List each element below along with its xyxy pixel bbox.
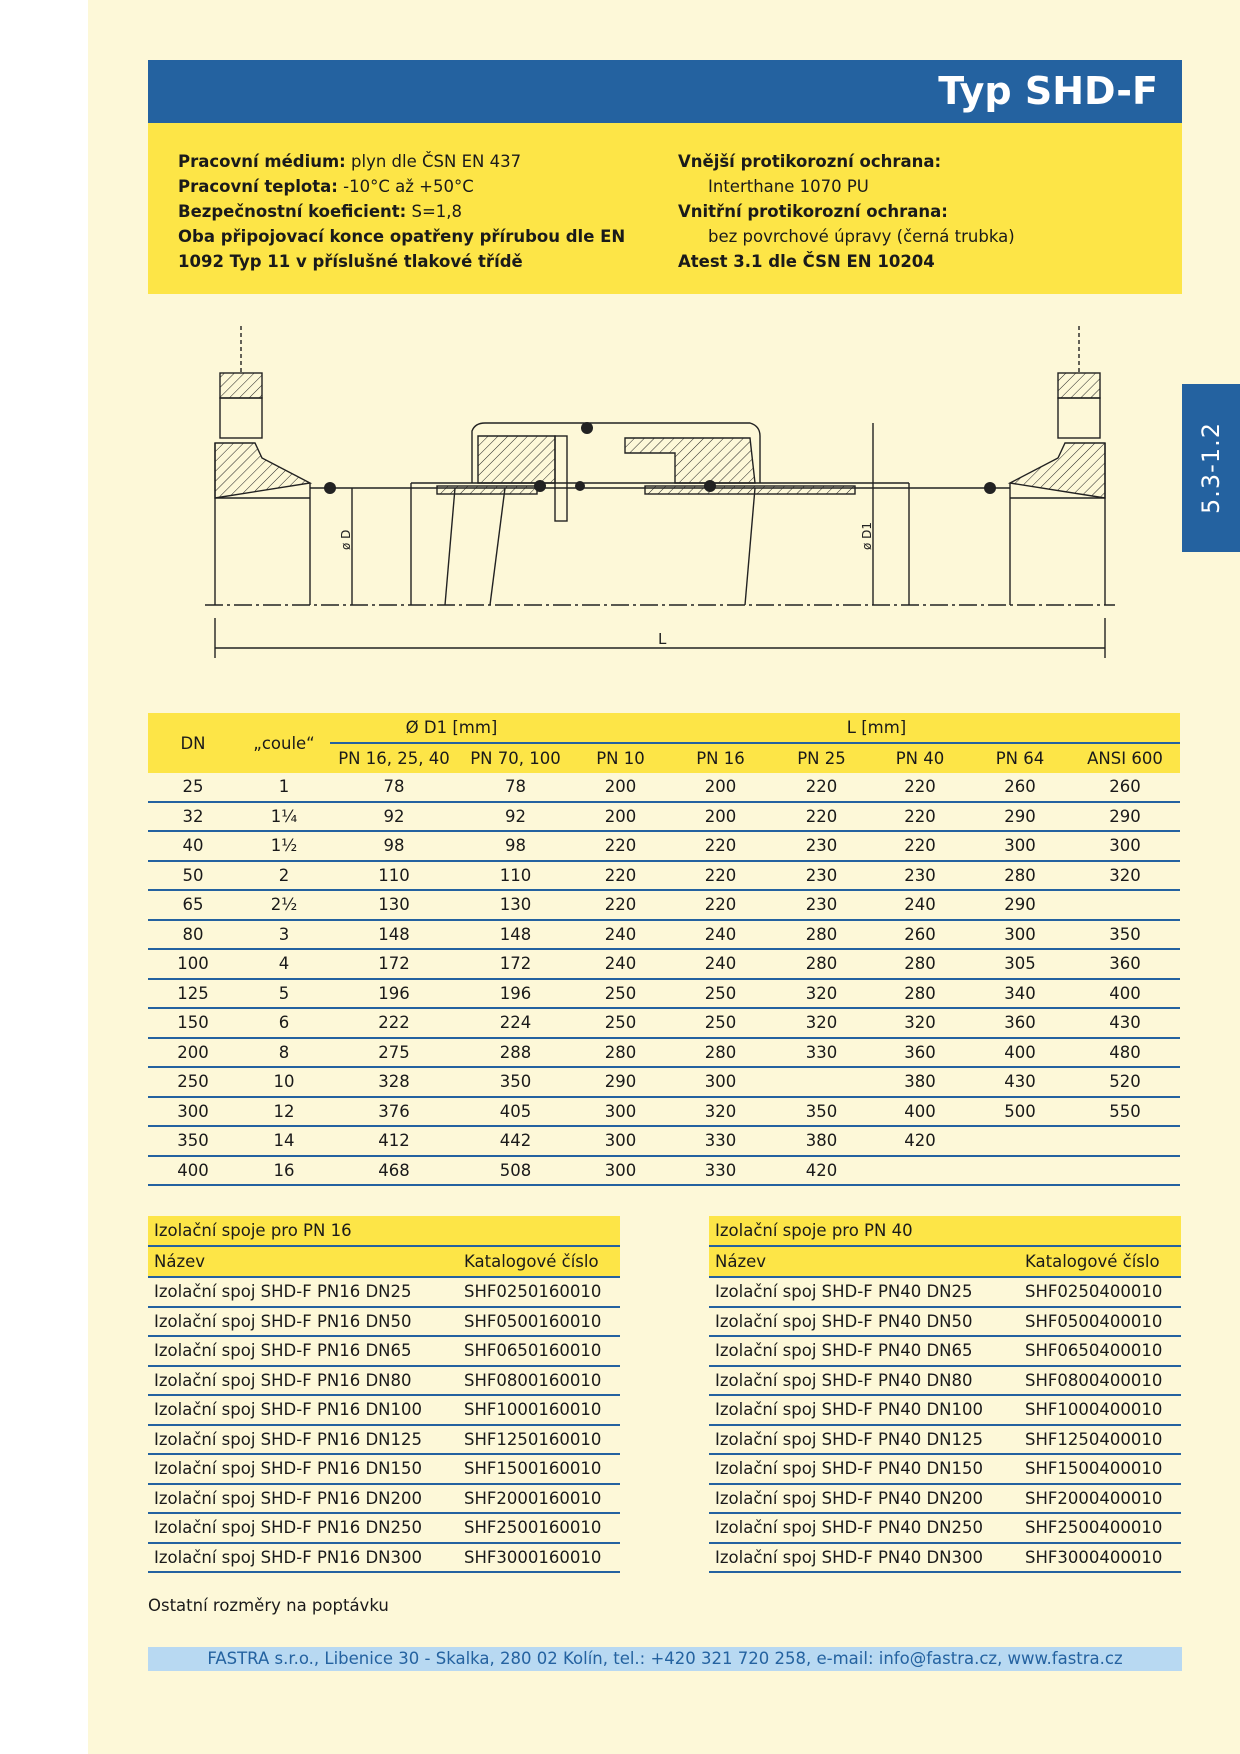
table-cell: 300 [1070, 831, 1180, 861]
catalog-caption: Izolační spoje pro PN 16 [148, 1216, 620, 1246]
table-row [148, 949, 1180, 979]
table-row [148, 861, 1180, 891]
table-cell: 300 [668, 1067, 773, 1097]
table-cell: 280 [870, 979, 970, 1009]
table-cell: 500 [970, 1097, 1070, 1127]
table-cell: 320 [1070, 861, 1180, 891]
catalog-name: Izolační spoj SHD-F PN16 DN300 [148, 1543, 458, 1573]
table-cell: 78 [330, 773, 458, 802]
table-cell: 220 [668, 890, 773, 920]
table-cell: 340 [970, 979, 1070, 1009]
header-coule: „coule“ [238, 713, 330, 773]
catalog-code: SHF1500400010 [1019, 1454, 1181, 1484]
catalog-row [148, 1425, 620, 1455]
catalog-row [709, 1543, 1181, 1573]
table-cell: 468 [330, 1156, 458, 1186]
table-cell: 200 [573, 802, 668, 832]
catalog-name: Izolační spoj SHD-F PN40 DN250 [709, 1513, 1019, 1543]
catalog-row [709, 1336, 1181, 1366]
table-cell: 8 [238, 1038, 330, 1068]
table-cell: 290 [970, 802, 1070, 832]
catalog-code: SHF1000400010 [1019, 1395, 1181, 1425]
table-cell: 300 [573, 1156, 668, 1186]
catalog-row [148, 1484, 620, 1514]
catalog-header-name: Název [709, 1246, 1019, 1277]
table-cell: 280 [870, 949, 970, 979]
table-cell: 130 [330, 890, 458, 920]
table-cell: 380 [870, 1067, 970, 1097]
table-cell: 230 [870, 861, 970, 891]
table-cell: 2½ [238, 890, 330, 920]
table-cell: 220 [668, 861, 773, 891]
catalog-name: Izolační spoj SHD-F PN16 DN65 [148, 1336, 458, 1366]
catalog-code: SHF0650400010 [1019, 1336, 1181, 1366]
table-cell: 350 [773, 1097, 870, 1127]
catalog-row [709, 1307, 1181, 1337]
table-row [148, 1126, 1180, 1156]
catalog-name: Izolační spoj SHD-F PN16 DN100 [148, 1395, 458, 1425]
section-tab: 5.3-1.2 [1182, 384, 1240, 552]
subheader-cell: PN 16 [668, 743, 773, 773]
catalog-row [148, 1336, 620, 1366]
table-cell: 130 [458, 890, 573, 920]
table-row [148, 890, 1180, 920]
subheader-cell: PN 16, 25, 40 [330, 743, 458, 773]
catalog-code: SHF1250160010 [458, 1425, 620, 1455]
table-cell: 196 [330, 979, 458, 1009]
table-cell: 240 [573, 920, 668, 950]
table-cell: 300 [573, 1097, 668, 1127]
table-cell: 360 [870, 1038, 970, 1068]
table-cell: 480 [1070, 1038, 1180, 1068]
header-l: L [mm] [573, 713, 1180, 743]
table-cell: 508 [458, 1156, 573, 1186]
table-cell: 290 [970, 890, 1070, 920]
table-cell [1070, 1156, 1180, 1186]
table-cell: 172 [458, 949, 573, 979]
table-cell: 400 [870, 1097, 970, 1127]
table-cell [1070, 1126, 1180, 1156]
table-cell: 240 [870, 890, 970, 920]
table-cell: 110 [458, 861, 573, 891]
table-cell: 1¼ [238, 802, 330, 832]
catalog-header-code: Katalogové číslo [458, 1246, 620, 1277]
header-dn: DN [148, 713, 238, 773]
table-cell: 305 [970, 949, 1070, 979]
table-cell: 280 [668, 1038, 773, 1068]
table-cell: 2 [238, 861, 330, 891]
catalog-name: Izolační spoj SHD-F PN16 DN25 [148, 1277, 458, 1307]
label-l: L [658, 630, 667, 648]
table-cell: 260 [970, 773, 1070, 802]
table-cell [970, 1156, 1070, 1186]
table-cell: 220 [573, 861, 668, 891]
catalog-code: SHF2000400010 [1019, 1484, 1181, 1514]
catalog-name: Izolační spoj SHD-F PN16 DN150 [148, 1454, 458, 1484]
table-cell: 230 [773, 861, 870, 891]
table-row [148, 831, 1180, 861]
catalog-row [709, 1366, 1181, 1396]
table-cell: 350 [1070, 920, 1180, 950]
table-row [148, 920, 1180, 950]
table-cell: 6 [238, 1008, 330, 1038]
table-cell: 196 [458, 979, 573, 1009]
table-cell: 150 [148, 1008, 238, 1038]
note-text: Ostatní rozměry na poptávku [148, 1596, 389, 1615]
table-row [148, 773, 1180, 802]
technical-drawing [200, 318, 1120, 668]
table-cell: 550 [1070, 1097, 1180, 1127]
table-cell: 148 [330, 920, 458, 950]
table-cell: 1 [238, 773, 330, 802]
dimension-table [148, 713, 1180, 1186]
table-cell: 300 [573, 1126, 668, 1156]
catalog-code: SHF0250160010 [458, 1277, 620, 1307]
table-cell: 412 [330, 1126, 458, 1156]
catalog-row [709, 1484, 1181, 1514]
table-cell: 380 [773, 1126, 870, 1156]
table-cell: 250 [148, 1067, 238, 1097]
catalog-table-pn40 [709, 1216, 1181, 1573]
table-cell: 98 [330, 831, 458, 861]
table-cell: 442 [458, 1126, 573, 1156]
catalog-name: Izolační spoj SHD-F PN16 DN200 [148, 1484, 458, 1514]
table-cell: 300 [970, 831, 1070, 861]
table-cell: 360 [1070, 949, 1180, 979]
table-cell: 5 [238, 979, 330, 1009]
catalog-row [709, 1513, 1181, 1543]
catalog-row [148, 1454, 620, 1484]
catalog-row [709, 1395, 1181, 1425]
catalog-name: Izolační spoj SHD-F PN40 DN50 [709, 1307, 1019, 1337]
table-row [148, 1067, 1180, 1097]
catalog-caption: Izolační spoje pro PN 40 [709, 1216, 1181, 1246]
catalog-name: Izolační spoj SHD-F PN40 DN25 [709, 1277, 1019, 1307]
catalog-row [148, 1277, 620, 1307]
table-cell: 14 [238, 1126, 330, 1156]
table-cell: 420 [773, 1156, 870, 1186]
table-cell [773, 1067, 870, 1097]
table-cell: 260 [870, 920, 970, 950]
catalog-code: SHF1500160010 [458, 1454, 620, 1484]
spec-atest: Atest 3.1 dle ČSN EN 10204 [678, 252, 935, 271]
spec-flanges: Oba připojovací konce opatřeny přírubou dle EN 1092 Typ 11 v příslušné tlakové třídě [178, 227, 626, 271]
catalog-code: SHF2000160010 [458, 1484, 620, 1514]
catalog-name: Izolační spoj SHD-F PN16 DN250 [148, 1513, 458, 1543]
table-cell: 240 [573, 949, 668, 979]
table-cell: 360 [970, 1008, 1070, 1038]
table-cell [1070, 890, 1180, 920]
table-row [148, 979, 1180, 1009]
spec-right [678, 149, 1158, 274]
catalog-header-code: Katalogové číslo [1019, 1246, 1181, 1277]
table-cell: 260 [1070, 773, 1180, 802]
header-d1: Ø D1 [mm] [330, 713, 573, 743]
catalog-name: Izolační spoj SHD-F PN40 DN100 [709, 1395, 1019, 1425]
table-cell: 220 [573, 831, 668, 861]
table-cell: 420 [870, 1126, 970, 1156]
catalog-code: SHF0250400010 [1019, 1277, 1181, 1307]
table-cell: 220 [573, 890, 668, 920]
table-cell: 25 [148, 773, 238, 802]
table-cell: 230 [773, 831, 870, 861]
table-cell: 250 [668, 1008, 773, 1038]
spec-medium: Pracovní médium: plyn dle ČSN EN 437 [178, 152, 522, 171]
table-cell [970, 1126, 1070, 1156]
table-cell: 1½ [238, 831, 330, 861]
table-cell: 290 [573, 1067, 668, 1097]
catalog-row [148, 1395, 620, 1425]
label-d: ø D [339, 529, 353, 550]
footer-contact: FASTRA s.r.o., Libenice 30 - Skalka, 280 02 Kolín, tel.: +420 321 720 258, e-mail: info@fastra.cz, www.fastra.cz [148, 1647, 1182, 1671]
catalog-code: SHF0800400010 [1019, 1366, 1181, 1396]
table-cell: 430 [1070, 1008, 1180, 1038]
subheader-cell: PN 64 [970, 743, 1070, 773]
catalog-row [148, 1543, 620, 1573]
catalog-name: Izolační spoj SHD-F PN40 DN80 [709, 1366, 1019, 1396]
catalog-code: SHF0650160010 [458, 1336, 620, 1366]
table-cell: 280 [773, 949, 870, 979]
table-cell: 12 [238, 1097, 330, 1127]
table-cell: 300 [148, 1097, 238, 1127]
table-row [148, 1097, 1180, 1127]
spec-temperature: Pracovní teplota: -10°C až +50°C [178, 177, 474, 196]
catalog-name: Izolační spoj SHD-F PN16 DN80 [148, 1366, 458, 1396]
table-cell: 220 [773, 802, 870, 832]
table-cell: 350 [458, 1067, 573, 1097]
table-cell: 240 [668, 949, 773, 979]
table-cell: 98 [458, 831, 573, 861]
table-cell: 220 [870, 802, 970, 832]
table-cell [870, 1156, 970, 1186]
table-cell: 250 [668, 979, 773, 1009]
catalog-header-name: Název [148, 1246, 458, 1277]
table-cell: 4 [238, 949, 330, 979]
table-cell: 280 [970, 861, 1070, 891]
catalog-name: Izolační spoj SHD-F PN16 DN125 [148, 1425, 458, 1455]
subheader-cell: PN 70, 100 [458, 743, 573, 773]
catalog-code: SHF1250400010 [1019, 1425, 1181, 1455]
table-cell: 250 [573, 1008, 668, 1038]
catalog-code: SHF2500160010 [458, 1513, 620, 1543]
table-cell: 224 [458, 1008, 573, 1038]
table-cell: 32 [148, 802, 238, 832]
table-cell: 320 [668, 1097, 773, 1127]
catalog-code: SHF0800160010 [458, 1366, 620, 1396]
table-cell: 3 [238, 920, 330, 950]
page-title: Typ SHD-F [148, 60, 1182, 123]
catalog-row [148, 1366, 620, 1396]
spec-ext-value: Interthane 1070 PU [708, 177, 869, 196]
spec-int-value: bez povrchové úpravy (černá trubka) [708, 227, 1015, 246]
table-cell: 110 [330, 861, 458, 891]
spec-safety-factor: Bezpečnostní koeficient: S=1,8 [178, 202, 463, 221]
table-cell: 200 [573, 773, 668, 802]
spec-box [148, 123, 1182, 294]
table-cell: 10 [238, 1067, 330, 1097]
table-cell: 200 [668, 802, 773, 832]
table-row [148, 1156, 1180, 1186]
catalog-table-pn16 [148, 1216, 620, 1573]
table-cell: 200 [668, 773, 773, 802]
table-cell: 16 [238, 1156, 330, 1186]
catalog-code: SHF3000400010 [1019, 1543, 1181, 1573]
table-cell: 65 [148, 890, 238, 920]
table-cell: 50 [148, 861, 238, 891]
table-cell: 376 [330, 1097, 458, 1127]
table-cell: 280 [773, 920, 870, 950]
table-cell: 330 [668, 1126, 773, 1156]
catalog-name: Izolační spoj SHD-F PN40 DN150 [709, 1454, 1019, 1484]
table-cell: 400 [148, 1156, 238, 1186]
table-cell: 250 [573, 979, 668, 1009]
table-cell: 430 [970, 1067, 1070, 1097]
catalog-name: Izolační spoj SHD-F PN40 DN65 [709, 1336, 1019, 1366]
table-cell: 222 [330, 1008, 458, 1038]
table-cell: 220 [773, 773, 870, 802]
table-cell: 280 [573, 1038, 668, 1068]
catalog-row [709, 1425, 1181, 1455]
table-cell: 172 [330, 949, 458, 979]
table-cell: 220 [870, 831, 970, 861]
subheader-cell: PN 10 [573, 743, 668, 773]
table-cell: 350 [148, 1126, 238, 1156]
spec-int-label: Vnitřní protikorozní ochrana: [678, 202, 948, 221]
table-cell: 92 [458, 802, 573, 832]
table-cell: 78 [458, 773, 573, 802]
table-cell: 320 [870, 1008, 970, 1038]
table-cell: 220 [668, 831, 773, 861]
table-cell: 400 [970, 1038, 1070, 1068]
table-cell: 520 [1070, 1067, 1180, 1097]
catalog-row [709, 1454, 1181, 1484]
table-cell: 92 [330, 802, 458, 832]
subheader-cell: PN 25 [773, 743, 870, 773]
table-row [148, 1008, 1180, 1038]
catalog-row [148, 1513, 620, 1543]
catalog-name: Izolační spoj SHD-F PN40 DN125 [709, 1425, 1019, 1455]
catalog-name: Izolační spoj SHD-F PN16 DN50 [148, 1307, 458, 1337]
table-cell: 40 [148, 831, 238, 861]
table-cell: 405 [458, 1097, 573, 1127]
table-cell: 230 [773, 890, 870, 920]
table-cell: 275 [330, 1038, 458, 1068]
catalog-row [148, 1307, 620, 1337]
table-cell: 400 [1070, 979, 1180, 1009]
table-cell: 125 [148, 979, 238, 1009]
catalog-code: SHF3000160010 [458, 1543, 620, 1573]
table-cell: 328 [330, 1067, 458, 1097]
catalog-row [709, 1277, 1181, 1307]
table-cell: 80 [148, 920, 238, 950]
spec-ext-label: Vnější protikorozní ochrana: [678, 152, 942, 171]
catalog-code: SHF1000160010 [458, 1395, 620, 1425]
table-cell: 330 [773, 1038, 870, 1068]
label-d1: ø D1 [860, 521, 874, 550]
catalog-name: Izolační spoj SHD-F PN40 DN200 [709, 1484, 1019, 1514]
table-cell: 320 [773, 979, 870, 1009]
catalog-name: Izolační spoj SHD-F PN40 DN300 [709, 1543, 1019, 1573]
catalog-code: SHF0500160010 [458, 1307, 620, 1337]
catalog-code: SHF2500400010 [1019, 1513, 1181, 1543]
table-cell: 330 [668, 1156, 773, 1186]
table-row [148, 1038, 1180, 1068]
table-cell: 290 [1070, 802, 1180, 832]
subheader-cell: ANSI 600 [1070, 743, 1180, 773]
table-cell: 288 [458, 1038, 573, 1068]
table-cell: 320 [773, 1008, 870, 1038]
table-row [148, 802, 1180, 832]
table-cell: 300 [970, 920, 1070, 950]
table-cell: 240 [668, 920, 773, 950]
table-cell: 220 [870, 773, 970, 802]
table-cell: 200 [148, 1038, 238, 1068]
subheader-cell: PN 40 [870, 743, 970, 773]
table-cell: 100 [148, 949, 238, 979]
spec-left [178, 149, 648, 274]
table-cell: 148 [458, 920, 573, 950]
catalog-code: SHF0500400010 [1019, 1307, 1181, 1337]
